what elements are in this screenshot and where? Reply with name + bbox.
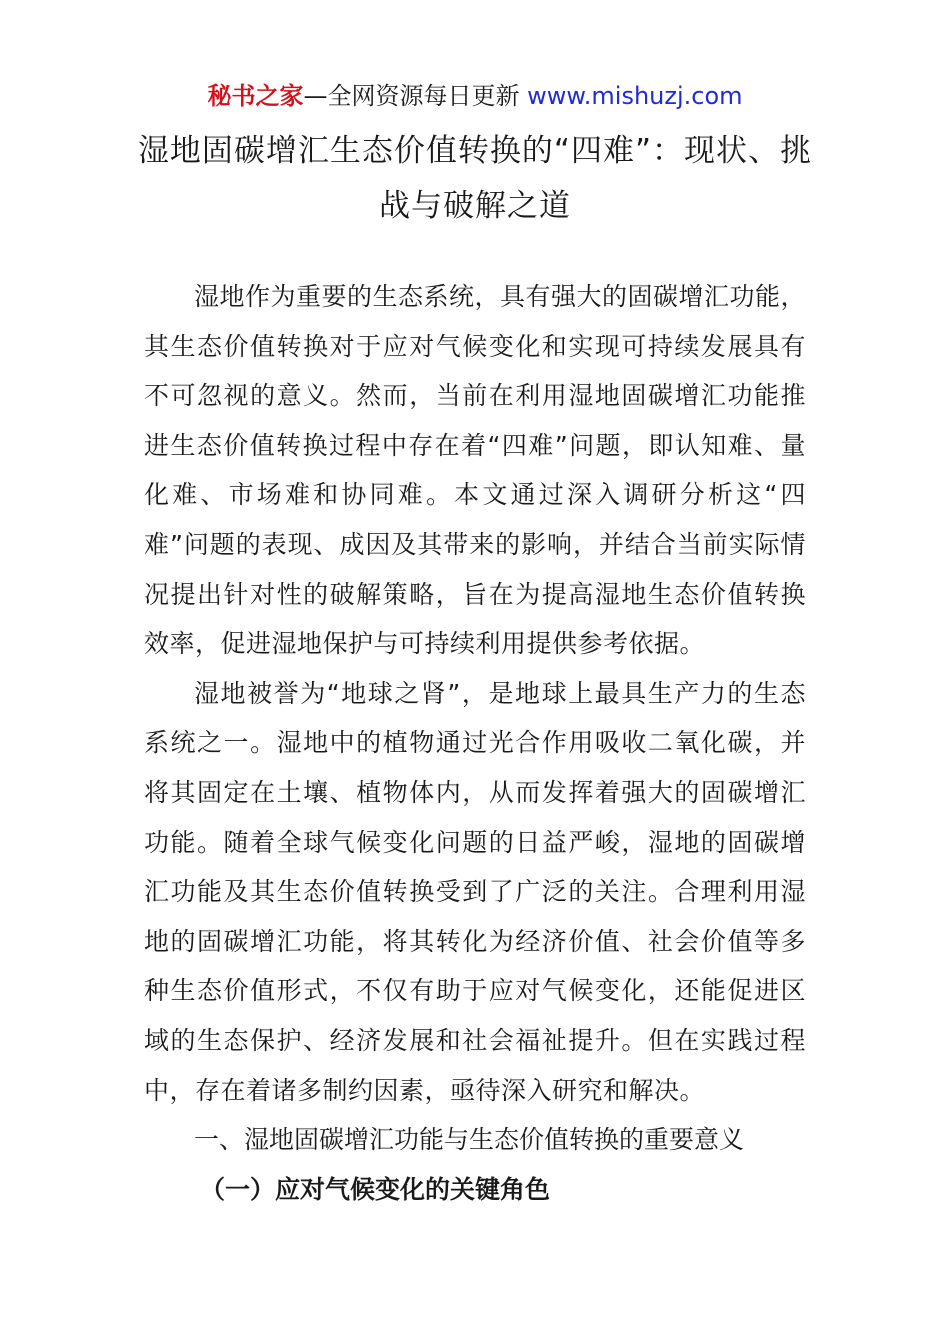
subsection-heading: （一）应对气候变化的关键角色 <box>200 1174 551 1204</box>
site-brand: 秘书之家 <box>207 82 304 110</box>
site-url-link[interactable]: www.mishuzj.com <box>527 82 743 110</box>
paragraph-abstract: 湿地作为重要的生态系统，具有强大的固碳增汇功能，其生态价值转换对于应对气候变化和实现可持续发展具有不可忽视的意义。然而，当前在利用湿地固碳增汇功能推进生态价值转换过程中存在着“四难”问题，即认知难、量化难、市场难和协同难。本文通过深入调研分析这“四难”问题的表现、成因及其带来的影响，并结合当前实际情况提出针对性的破解策略，旨在为提高湿地生态价值转换效率，促进湿地保护与可持续利用提供参考依据。 <box>144 282 807 659</box>
document-body <box>144 272 806 1214</box>
site-header <box>0 80 950 112</box>
site-tagline: —全网资源每日更新 <box>303 82 520 110</box>
section-heading: 一、湿地固碳增汇功能与生态价值转换的重要意义 <box>194 1125 745 1155</box>
paragraph-introduction: 湿地被誉为“地球之肾”，是地球上最具生产力的生态系统之一。湿地中的植物通过光合作用吸收二氧化碳，并将其固定在土壤、植物体内，从而发挥着强大的固碳增汇功能。随着全球气候变化问题的日益严峻，湿地的固碳增汇功能及其生态价值转换受到了广泛的关注。合理利用湿地的固碳增汇功能，将其转化为经济价值、社会价值等多种生态价值形式，不仅有助于应对气候变化，还能促进区域的生态保护、经济发展和社会福祉提升。但在实践过程中，存在着诸多制约因素，亟待深入研究和解决。 <box>144 678 806 1105</box>
document-title: 湿地固碳增汇生态价值转换的“四难”：现状、挑战与破解之道 <box>137 133 813 224</box>
